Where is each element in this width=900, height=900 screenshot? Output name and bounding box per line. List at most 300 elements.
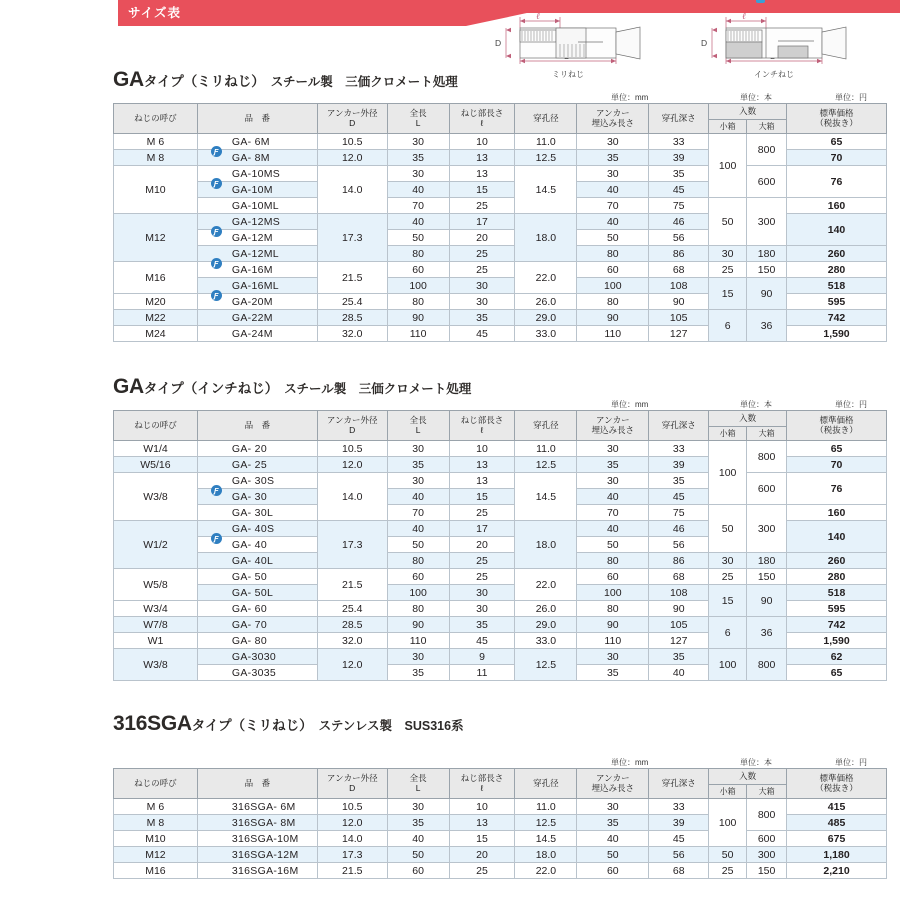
cell-embed-len: 40 — [577, 214, 649, 230]
table-row — [114, 553, 887, 569]
cell-length: 100 — [387, 585, 449, 601]
spec-table-316sga — [113, 768, 887, 879]
certification-badge-icon: Ƒ — [211, 290, 222, 301]
cell-qty-small: 30 — [709, 553, 747, 569]
cell-qty-large: 180 — [747, 246, 787, 262]
cell-embed-len: 60 — [577, 863, 649, 879]
cell-hole-depth: 108 — [649, 278, 709, 294]
cell-hole-depth: 33 — [649, 799, 709, 815]
section-title-sub: スチール製 三価クロメート処理 — [270, 75, 458, 89]
table-row — [114, 166, 887, 182]
cell-part-no: Ƒ GA-16M — [197, 262, 317, 278]
certification-badge-icon: Ƒ — [211, 226, 222, 237]
cell-price: 595 — [787, 601, 887, 617]
cell-price: 675 — [787, 831, 887, 847]
cell-part-no: GA-16ML — [197, 278, 317, 294]
cell-price: 518 — [787, 278, 887, 294]
cell-length: 40 — [387, 521, 449, 537]
cell-hole-depth: 75 — [649, 505, 709, 521]
cell-hole-depth: 39 — [649, 457, 709, 473]
cell-embed-len: 60 — [577, 262, 649, 278]
cell-price: 70 — [787, 457, 887, 473]
cell-embed-len: 30 — [577, 649, 649, 665]
cell-price: 160 — [787, 505, 887, 521]
cell-length: 110 — [387, 633, 449, 649]
svg-text:ℓ: ℓ — [536, 12, 540, 22]
cell-part-no: GA- 50L — [197, 585, 317, 601]
cell-price: 1,590 — [787, 633, 887, 649]
cell-thread-len: 15 — [449, 489, 515, 505]
cell-hole-dia: 26.0 — [515, 601, 577, 617]
cell-thread-len: 13 — [449, 815, 515, 831]
cell-hole-depth: 45 — [649, 831, 709, 847]
banner-accent-dot — [756, 0, 765, 3]
cell-size: M10 — [114, 831, 198, 847]
cell-outer-dia: 28.5 — [317, 617, 387, 633]
cell-hole-depth: 46 — [649, 521, 709, 537]
cell-embed-len: 35 — [577, 665, 649, 681]
table-row — [114, 847, 887, 863]
cell-length: 50 — [387, 230, 449, 246]
cell-thread-len: 25 — [449, 569, 515, 585]
cell-hole-depth: 68 — [649, 569, 709, 585]
cell-length: 30 — [387, 649, 449, 665]
cell-part-no: GA-3035 — [197, 665, 317, 681]
cell-embed-len: 110 — [577, 633, 649, 649]
cell-thread-len: 13 — [449, 150, 515, 166]
certification-badge-icon: Ƒ — [211, 533, 222, 544]
section-title-sub: ステンレス製 SUS316系 — [318, 719, 464, 733]
cell-part-no: Ƒ GA- 8M — [197, 150, 317, 166]
section-title-ga-metric — [113, 68, 458, 92]
cell-price: 140 — [787, 214, 887, 246]
cell-thread-len: 45 — [449, 326, 515, 342]
col-length: 全長 L — [387, 769, 449, 799]
col-qty-large: 大箱 — [747, 427, 787, 441]
col-length: 全長 L — [387, 104, 449, 134]
cell-embed-len: 50 — [577, 537, 649, 553]
table-row — [114, 198, 887, 214]
cell-part-no: GA- 40S — [197, 521, 317, 537]
table-row — [114, 473, 887, 489]
cell-hole-depth: 75 — [649, 198, 709, 214]
cell-part-no: GA- 30S — [197, 473, 317, 489]
col-hole-depth: 穿孔深さ — [649, 411, 709, 441]
section-title-big: GA — [113, 68, 144, 91]
cell-price: 65 — [787, 665, 887, 681]
cell-qty-small: 6 — [709, 310, 747, 342]
cell-hole-depth: 39 — [649, 150, 709, 166]
cell-part-no: Ƒ GA-10M — [197, 182, 317, 198]
cell-outer-dia: 21.5 — [317, 863, 387, 879]
cell-thread-len: 25 — [449, 262, 515, 278]
cell-thread-len: 15 — [449, 831, 515, 847]
cell-hole-depth: 90 — [649, 601, 709, 617]
cell-qty-large: 90 — [747, 585, 787, 617]
cell-part-no: 316SGA- 6M — [197, 799, 317, 815]
cell-hole-depth: 86 — [649, 246, 709, 262]
cell-hole-depth: 127 — [649, 326, 709, 342]
cell-part-no: GA-12MS — [197, 214, 317, 230]
cell-length: 35 — [387, 815, 449, 831]
cell-qty-small: 25 — [709, 569, 747, 585]
cell-embed-len: 30 — [577, 799, 649, 815]
cell-thread-len: 20 — [449, 230, 515, 246]
unit-mm: 単位：mm — [611, 758, 649, 767]
col-size: ねじの呼び — [114, 411, 198, 441]
cell-part-no: GA- 50 — [197, 569, 317, 585]
cell-size: M10 — [114, 166, 198, 214]
cell-thread-len: 10 — [449, 799, 515, 815]
cell-part-no: GA-24M — [197, 326, 317, 342]
cell-thread-len: 30 — [449, 294, 515, 310]
cell-thread-len: 13 — [449, 473, 515, 489]
col-outer-dia: アンカー外径 D — [317, 411, 387, 441]
cell-qty-small: 25 — [709, 863, 747, 879]
cell-embed-len: 35 — [577, 457, 649, 473]
cell-part-no: 316SGA- 8M — [197, 815, 317, 831]
cell-qty-large: 300 — [747, 505, 787, 553]
col-hole-depth: 穿孔深さ — [649, 104, 709, 134]
col-qty-small: 小箱 — [709, 427, 747, 441]
cell-part-no: GA- 6M — [197, 134, 317, 150]
cell-thread-len: 13 — [449, 166, 515, 182]
cell-hole-depth: 56 — [649, 847, 709, 863]
unit-count: 単位：本 — [740, 758, 772, 767]
cell-qty-small: 100 — [709, 441, 747, 505]
cell-length: 70 — [387, 198, 449, 214]
cell-thread-len: 25 — [449, 505, 515, 521]
cell-outer-dia: 21.5 — [317, 262, 387, 294]
cell-price: 280 — [787, 262, 887, 278]
cell-size: M16 — [114, 262, 198, 294]
cell-thread-len: 25 — [449, 198, 515, 214]
cell-qty-small: 50 — [709, 198, 747, 246]
cell-hole-dia: 26.0 — [515, 294, 577, 310]
cell-length: 110 — [387, 326, 449, 342]
cell-price: 742 — [787, 310, 887, 326]
cell-outer-dia: 14.0 — [317, 831, 387, 847]
cell-qty-small: 50 — [709, 847, 747, 863]
table-row — [114, 246, 887, 262]
cell-qty-small: 6 — [709, 617, 747, 649]
cell-part-no: GA- 70 — [197, 617, 317, 633]
metric-anchor-diagram — [468, 8, 668, 80]
cell-price: 1,180 — [787, 847, 887, 863]
cell-hole-dia: 14.5 — [515, 831, 577, 847]
col-qty-large: 大箱 — [747, 120, 787, 134]
col-outer-dia: アンカー外径 D — [317, 769, 387, 799]
cell-size: W3/8 — [114, 649, 198, 681]
cell-thread-len: 10 — [449, 134, 515, 150]
col-hole-dia: 穿孔径 — [515, 769, 577, 799]
cell-thread-len: 30 — [449, 601, 515, 617]
cell-embed-len: 40 — [577, 521, 649, 537]
cell-part-no: GA-10ML — [197, 198, 317, 214]
col-price: 標準価格 （税抜き） — [787, 769, 887, 799]
unit-yen: 単位：円 — [835, 400, 867, 409]
section-title-mid: タイプ（インチねじ） — [143, 381, 279, 396]
cell-qty-small: 30 — [709, 246, 747, 262]
cell-size: M20 — [114, 294, 198, 310]
section-title-ga-inch — [113, 375, 471, 399]
cell-length: 50 — [387, 537, 449, 553]
cell-price: 595 — [787, 294, 887, 310]
cell-hole-dia: 22.0 — [515, 863, 577, 879]
cell-part-no: GA-12ML — [197, 246, 317, 262]
cell-embed-len: 30 — [577, 166, 649, 182]
banner-label: サイズ表 — [128, 6, 182, 20]
cell-hole-dia: 14.5 — [515, 166, 577, 214]
col-embed-len: アンカー 埋込み長さ — [577, 411, 649, 441]
cell-hole-depth: 56 — [649, 537, 709, 553]
table-row — [114, 831, 887, 847]
cell-size: M 8 — [114, 815, 198, 831]
metric-anchor-drawing — [468, 8, 668, 68]
cell-hole-depth: 35 — [649, 166, 709, 182]
cell-qty-large: 36 — [747, 617, 787, 649]
cell-hole-depth: 35 — [649, 473, 709, 489]
cell-size: M24 — [114, 326, 198, 342]
cell-hole-depth: 127 — [649, 633, 709, 649]
col-thread-len: ねじ部長さ ℓ — [449, 411, 515, 441]
cell-thread-len: 25 — [449, 553, 515, 569]
cell-qty-small: 100 — [709, 799, 747, 847]
cell-hole-depth: 35 — [649, 649, 709, 665]
cell-hole-dia: 18.0 — [515, 847, 577, 863]
cell-thread-len: 9 — [449, 649, 515, 665]
unit-mm: 単位：mm — [611, 93, 649, 102]
cell-length: 40 — [387, 831, 449, 847]
cell-hole-dia: 12.5 — [515, 457, 577, 473]
cell-embed-len: 50 — [577, 847, 649, 863]
cell-hole-dia: 18.0 — [515, 214, 577, 262]
cell-size: M12 — [114, 214, 198, 262]
col-size: ねじの呼び — [114, 104, 198, 134]
cell-outer-dia: 12.0 — [317, 457, 387, 473]
cell-embed-len: 60 — [577, 569, 649, 585]
section-title-mid: タイプ（ミリねじ） — [191, 718, 313, 733]
cell-hole-depth: 108 — [649, 585, 709, 601]
cell-hole-dia: 22.0 — [515, 262, 577, 294]
cell-length: 50 — [387, 847, 449, 863]
cell-hole-depth: 105 — [649, 617, 709, 633]
cell-outer-dia: 32.0 — [317, 633, 387, 649]
cell-thread-len: 13 — [449, 457, 515, 473]
unit-yen: 単位：円 — [835, 93, 867, 102]
cell-length: 90 — [387, 310, 449, 326]
cell-hole-dia: 18.0 — [515, 521, 577, 569]
metric-diagram-caption: ミリねじ — [552, 70, 584, 79]
cell-part-no: GA-22M — [197, 310, 317, 326]
cell-qty-small: 15 — [709, 585, 747, 617]
col-part-no: 品 番 — [197, 411, 317, 441]
svg-text:D: D — [495, 38, 502, 48]
cell-length: 60 — [387, 863, 449, 879]
cell-qty-large: 600 — [747, 166, 787, 198]
cell-hole-depth: 90 — [649, 294, 709, 310]
cell-embed-len: 80 — [577, 294, 649, 310]
cell-hole-dia: 11.0 — [515, 441, 577, 457]
cell-hole-dia: 11.0 — [515, 134, 577, 150]
cell-size: M 6 — [114, 134, 198, 150]
cell-hole-depth: 40 — [649, 665, 709, 681]
cell-hole-depth: 33 — [649, 441, 709, 457]
cell-embed-len: 30 — [577, 473, 649, 489]
cell-part-no: 316SGA-16M — [197, 863, 317, 879]
table-row — [114, 441, 887, 457]
cell-price: 260 — [787, 553, 887, 569]
cell-length: 80 — [387, 553, 449, 569]
cell-qty-large: 600 — [747, 473, 787, 505]
col-thread-len: ねじ部長さ ℓ — [449, 769, 515, 799]
cell-length: 80 — [387, 294, 449, 310]
cell-part-no: GA- 30L — [197, 505, 317, 521]
unit-count: 単位：本 — [740, 400, 772, 409]
cell-part-no: Ƒ GA-20M — [197, 294, 317, 310]
certification-badge-icon: Ƒ — [211, 178, 222, 189]
cell-size: W1 — [114, 633, 198, 649]
cell-outer-dia: 10.5 — [317, 441, 387, 457]
cell-size: W5/8 — [114, 569, 198, 601]
cell-qty-small: 25 — [709, 262, 747, 278]
cell-embed-len: 110 — [577, 326, 649, 342]
cell-embed-len: 90 — [577, 617, 649, 633]
cell-length: 30 — [387, 799, 449, 815]
certification-badge-icon: Ƒ — [211, 146, 222, 157]
anchor-diagrams — [468, 8, 900, 80]
cell-part-no: GA- 60 — [197, 601, 317, 617]
cell-hole-depth: 86 — [649, 553, 709, 569]
cell-length: 100 — [387, 278, 449, 294]
cell-thread-len: 17 — [449, 214, 515, 230]
cell-part-no: GA- 40L — [197, 553, 317, 569]
cell-embed-len: 80 — [577, 246, 649, 262]
cell-embed-len: 100 — [577, 585, 649, 601]
col-qty: 入数 — [709, 104, 787, 120]
cell-price: 742 — [787, 617, 887, 633]
cell-length: 35 — [387, 457, 449, 473]
cell-embed-len: 50 — [577, 230, 649, 246]
unit-mm: 単位：mm — [611, 400, 649, 409]
cell-outer-dia: 17.3 — [317, 214, 387, 262]
cell-embed-len: 40 — [577, 182, 649, 198]
cell-length: 60 — [387, 262, 449, 278]
col-price: 標準価格 （税抜き） — [787, 104, 887, 134]
spec-table-ga-inch — [113, 410, 887, 681]
cell-price: 415 — [787, 799, 887, 815]
col-qty-small: 小箱 — [709, 120, 747, 134]
cell-hole-depth: 68 — [649, 262, 709, 278]
cell-thread-len: 20 — [449, 537, 515, 553]
inch-diagram-caption: インチねじ — [754, 70, 794, 79]
cell-hole-depth: 45 — [649, 489, 709, 505]
cell-thread-len: 17 — [449, 521, 515, 537]
cell-qty-small: 100 — [709, 134, 747, 198]
cell-length: 60 — [387, 569, 449, 585]
inch-anchor-diagram — [674, 8, 874, 80]
cell-thread-len: 45 — [449, 633, 515, 649]
cell-qty-large: 36 — [747, 310, 787, 342]
unit-count: 単位：本 — [740, 93, 772, 102]
cell-hole-dia: 22.0 — [515, 569, 577, 601]
cell-length: 30 — [387, 166, 449, 182]
cell-size: W7/8 — [114, 617, 198, 633]
certification-badge-icon: Ƒ — [211, 485, 222, 496]
col-part-no: 品 番 — [197, 104, 317, 134]
cell-qty-large: 800 — [747, 799, 787, 831]
cell-qty-large: 180 — [747, 553, 787, 569]
cell-hole-depth: 68 — [649, 863, 709, 879]
cell-price: 65 — [787, 441, 887, 457]
cell-thread-len: 30 — [449, 278, 515, 294]
cell-hole-depth: 46 — [649, 214, 709, 230]
cell-outer-dia: 32.0 — [317, 326, 387, 342]
table-row — [114, 262, 887, 278]
table-row — [114, 585, 887, 601]
cell-hole-dia: 33.0 — [515, 633, 577, 649]
cell-qty-large: 90 — [747, 278, 787, 310]
col-qty: 入数 — [709, 411, 787, 427]
section-title-mid: タイプ（ミリねじ） — [143, 74, 265, 89]
cell-size: M12 — [114, 847, 198, 863]
cell-outer-dia: 14.0 — [317, 166, 387, 214]
cell-hole-depth: 39 — [649, 815, 709, 831]
cell-hole-depth: 45 — [649, 182, 709, 198]
table-row — [114, 799, 887, 815]
cell-hole-dia: 12.5 — [515, 815, 577, 831]
cell-part-no: Ƒ GA-12M — [197, 230, 317, 246]
table-row — [114, 278, 887, 294]
table-row — [114, 569, 887, 585]
cell-thread-len: 25 — [449, 246, 515, 262]
cell-outer-dia: 17.3 — [317, 847, 387, 863]
cell-length: 35 — [387, 665, 449, 681]
cell-size: M 8 — [114, 150, 198, 166]
cell-outer-dia: 12.0 — [317, 649, 387, 681]
cell-part-no: Ƒ GA- 40 — [197, 537, 317, 553]
cell-outer-dia: 28.5 — [317, 310, 387, 326]
col-hole-dia: 穿孔径 — [515, 411, 577, 441]
col-embed-len: アンカー 埋込み長さ — [577, 769, 649, 799]
cell-size: W3/8 — [114, 473, 198, 521]
cell-qty-small: 50 — [709, 505, 747, 553]
cell-size: M 6 — [114, 799, 198, 815]
col-thread-len: ねじ部長さ ℓ — [449, 104, 515, 134]
cell-embed-len: 70 — [577, 505, 649, 521]
cell-part-no: 316SGA-12M — [197, 847, 317, 863]
cell-outer-dia: 12.0 — [317, 150, 387, 166]
cell-thread-len: 35 — [449, 310, 515, 326]
cell-length: 80 — [387, 601, 449, 617]
col-qty-small: 小箱 — [709, 785, 747, 799]
cell-qty-large: 150 — [747, 262, 787, 278]
cell-price: 485 — [787, 815, 887, 831]
cell-embed-len: 80 — [577, 553, 649, 569]
cell-price: 62 — [787, 649, 887, 665]
cell-part-no: GA- 20 — [197, 441, 317, 457]
cell-part-no: Ƒ GA- 30 — [197, 489, 317, 505]
table-row — [114, 310, 887, 326]
cell-price: 160 — [787, 198, 887, 214]
cell-size: W1/2 — [114, 521, 198, 569]
cell-hole-dia: 11.0 — [515, 799, 577, 815]
cell-embed-len: 80 — [577, 601, 649, 617]
cell-price: 1,590 — [787, 326, 887, 342]
cell-thread-len: 15 — [449, 182, 515, 198]
cell-thread-len: 11 — [449, 665, 515, 681]
cell-hole-dia: 14.5 — [515, 473, 577, 521]
